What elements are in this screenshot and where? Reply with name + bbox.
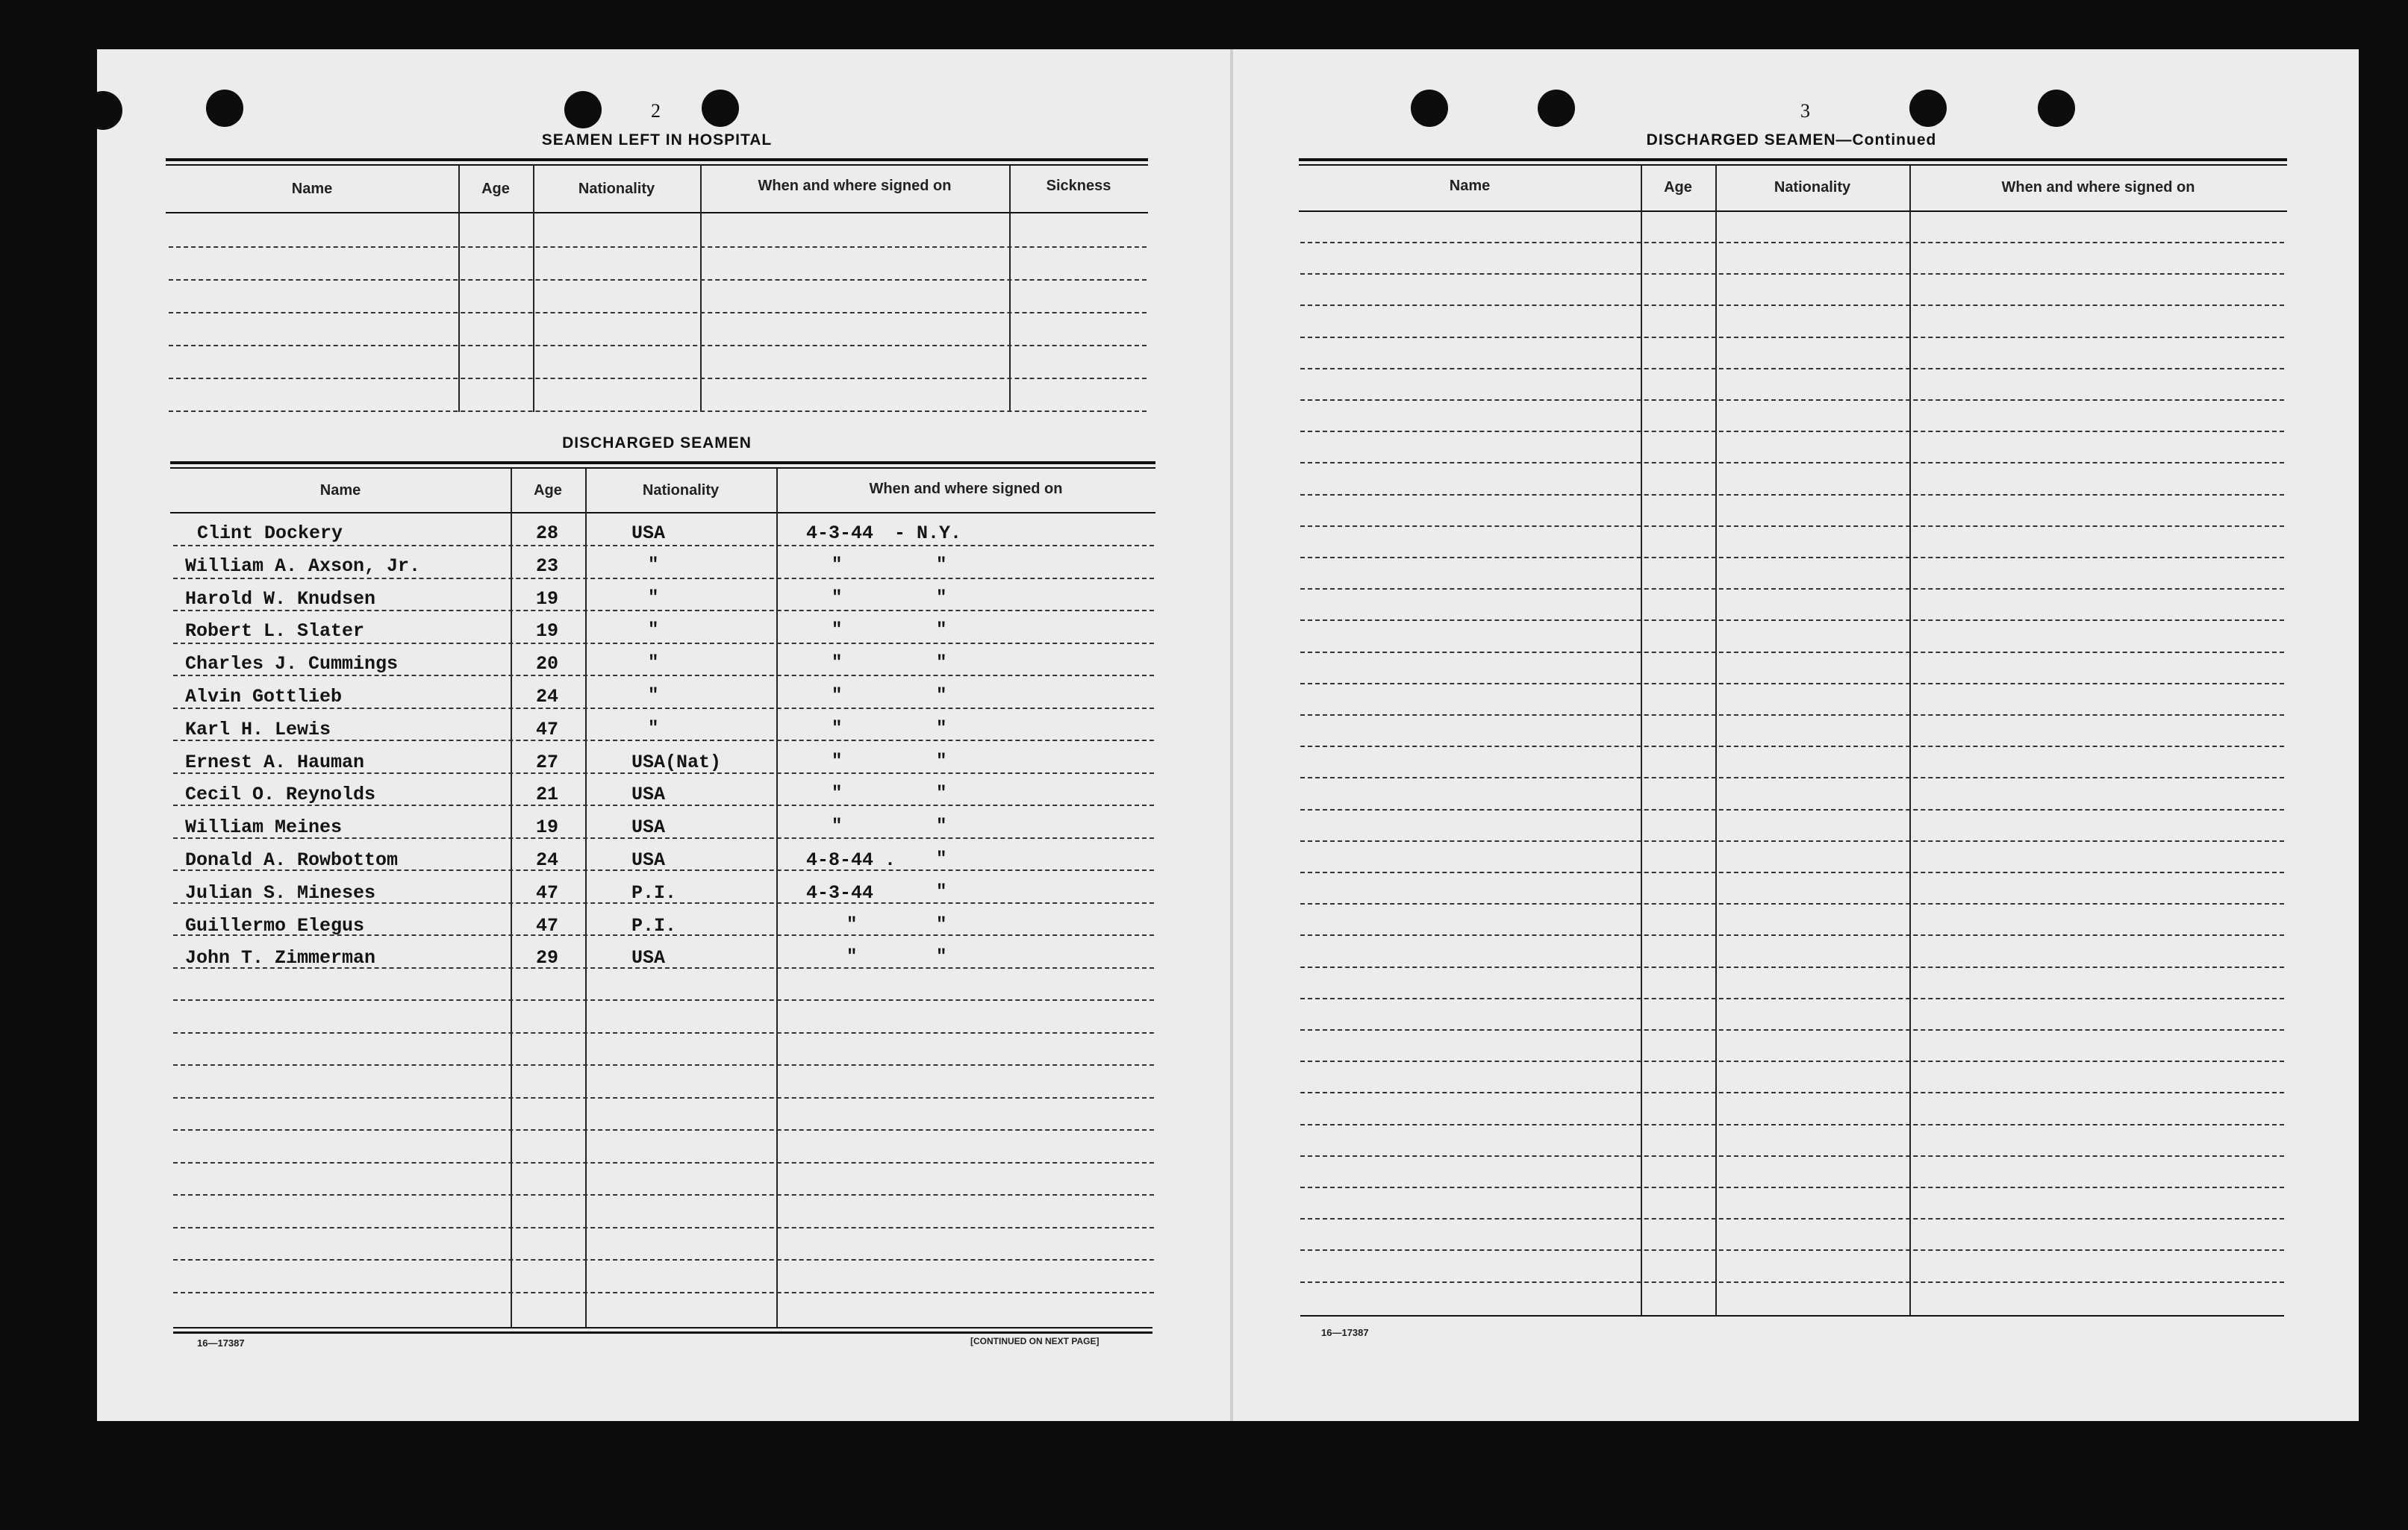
- table-row: [173, 999, 1154, 1001]
- signed-on-place: - N.Y.: [894, 522, 962, 544]
- binder-hole: [702, 90, 739, 127]
- column-divider: [1641, 166, 1642, 1317]
- table-row: [173, 1162, 1154, 1164]
- seaman-name: William A. Axson, Jr.: [185, 555, 421, 577]
- header-rule: [166, 212, 1148, 213]
- table-row: [1300, 1218, 2284, 1220]
- binder-hole: [1909, 90, 1947, 127]
- table-row: [173, 1129, 1154, 1131]
- seaman-nationality: ": [648, 686, 659, 706]
- table-row: [173, 1032, 1154, 1034]
- table-row: [1300, 368, 2284, 369]
- table-row: [1300, 494, 2284, 496]
- signed-on-place: ": [936, 915, 947, 935]
- table-row: [1300, 840, 2284, 842]
- table-row: [169, 345, 1147, 346]
- col-header-nationality: Nationality: [578, 181, 655, 197]
- column-divider: [511, 469, 512, 1327]
- table-row: [1300, 746, 2284, 747]
- table-row: [173, 643, 1154, 644]
- seaman-nationality: P.I.: [631, 882, 677, 904]
- seaman-nationality: USA: [631, 947, 666, 969]
- table-row: [173, 578, 1154, 579]
- seaman-name: Charles J. Cummings: [185, 653, 399, 675]
- seaman-age: 24: [536, 686, 559, 708]
- seaman-nationality: USA: [631, 849, 666, 871]
- table-row: [1300, 1092, 2284, 1093]
- header-rule: [1299, 210, 2287, 212]
- signed-on-date: ": [846, 947, 858, 967]
- seaman-nationality: USA: [631, 522, 666, 544]
- form-number: 16—17387: [1321, 1327, 1369, 1338]
- table-top-rule: [1299, 164, 2287, 166]
- seaman-nationality: ": [648, 653, 659, 673]
- seaman-nationality: ": [648, 620, 659, 640]
- seaman-name: Clint Dockery: [197, 522, 343, 544]
- table-row: [169, 410, 1147, 412]
- seaman-age: 21: [536, 784, 559, 805]
- column-divider: [1909, 166, 1911, 1317]
- signed-on-place: ": [936, 588, 947, 608]
- table-row: [1300, 652, 2284, 653]
- table-row: [1300, 462, 2284, 463]
- signed-on-date: ": [846, 915, 858, 935]
- col-header-name: Name: [291, 181, 333, 197]
- table-top-rule: [1299, 158, 2287, 161]
- seaman-age: 47: [536, 719, 559, 740]
- signed-on-date: ": [832, 620, 843, 640]
- table-row: [1300, 998, 2284, 999]
- seaman-name: William Meines: [185, 816, 343, 838]
- table-row: [1300, 619, 2284, 621]
- table-row: [173, 1259, 1154, 1261]
- table-row: [1300, 777, 2284, 778]
- signed-on-date: ": [832, 588, 843, 608]
- table-row: [1300, 903, 2284, 905]
- seaman-name: Julian S. Mineses: [185, 882, 376, 904]
- table-row: [1300, 588, 2284, 590]
- seaman-name: Donald A. Rowbottom: [185, 849, 399, 871]
- table-row: [173, 1292, 1154, 1293]
- col-header-sickness: Sickness: [1046, 178, 1111, 194]
- table-top-rule: [170, 461, 1155, 464]
- seaman-name: Guillermo Elegus: [185, 915, 365, 937]
- col-header-age: Age: [534, 482, 562, 499]
- signed-on-place: ": [936, 784, 947, 804]
- seaman-age: 24: [536, 849, 559, 871]
- table-row: [173, 1227, 1154, 1228]
- col-header-signed-on: When and where signed on: [869, 481, 1063, 497]
- col-header-age: Age: [481, 181, 510, 197]
- table-row: [1300, 1029, 2284, 1031]
- binder-hole: [2038, 90, 2075, 127]
- signed-on-date: ": [832, 686, 843, 706]
- signed-on-place: ": [936, 686, 947, 706]
- seaman-nationality: P.I.: [631, 915, 677, 937]
- signed-on-place: ": [936, 752, 947, 772]
- page-number: 2: [651, 100, 661, 122]
- table-row: [1300, 1124, 2284, 1125]
- right-page: [1233, 49, 2359, 1421]
- seaman-nationality: ": [648, 555, 659, 575]
- table-row: [1300, 242, 2284, 243]
- column-divider: [533, 166, 534, 412]
- page-number: 3: [1800, 100, 1810, 122]
- table-top-rule: [166, 158, 1148, 161]
- table-row: [1300, 1061, 2284, 1062]
- signed-on-date: ": [832, 719, 843, 739]
- binder-hole: [84, 91, 122, 130]
- column-divider: [458, 166, 460, 412]
- table-row: [173, 1097, 1154, 1099]
- binder-hole: [1538, 90, 1575, 127]
- table-row: [173, 708, 1154, 709]
- table-row: [1300, 872, 2284, 873]
- table-row: [169, 246, 1147, 248]
- discharged-continued-title: DISCHARGED SEAMEN—Continued: [1646, 131, 1937, 149]
- table-row: [1300, 934, 2284, 936]
- seaman-age: 23: [536, 555, 559, 577]
- table-row: [173, 610, 1154, 611]
- signed-on-place: ": [936, 620, 947, 640]
- table-row: [173, 1194, 1154, 1196]
- bottom-rule: [173, 1327, 1152, 1328]
- column-divider: [1009, 166, 1011, 412]
- table-row: [1300, 967, 2284, 968]
- table-row: [1300, 399, 2284, 401]
- table-row: [1300, 273, 2284, 275]
- table-row: [1300, 557, 2284, 558]
- seaman-name: Karl H. Lewis: [185, 719, 331, 740]
- column-divider: [585, 469, 587, 1327]
- signed-on-place: ": [936, 816, 947, 837]
- bottom-rule: [1300, 1315, 2284, 1317]
- table-row: [169, 312, 1147, 313]
- col-header-nationality: Nationality: [642, 482, 720, 499]
- signed-on-date: ": [832, 555, 843, 575]
- seaman-name: Harold W. Knudsen: [185, 588, 376, 610]
- table-row: [1300, 337, 2284, 338]
- binder-hole: [206, 90, 243, 127]
- signed-on-place: ": [936, 653, 947, 673]
- table-row: [1300, 1187, 2284, 1188]
- table-top-rule: [166, 164, 1148, 166]
- signed-on-place: ": [936, 947, 947, 967]
- table-row: [169, 378, 1147, 379]
- table-row: [1300, 1281, 2284, 1283]
- col-header-name: Name: [319, 482, 361, 499]
- column-divider: [776, 469, 778, 1327]
- seaman-age: 28: [536, 522, 559, 544]
- table-row: [173, 545, 1154, 546]
- continued-note: [CONTINUED ON NEXT PAGE]: [970, 1336, 1099, 1346]
- table-row: [1300, 1249, 2284, 1251]
- col-header-nationality: Nationality: [1774, 179, 1851, 196]
- column-divider: [700, 166, 702, 412]
- signed-on-date: ": [832, 653, 843, 673]
- table-row: [173, 1064, 1154, 1066]
- binder-hole: [564, 91, 602, 128]
- bottom-rule: [173, 1331, 1152, 1334]
- form-number: 16—17387: [197, 1337, 245, 1349]
- header-rule: [170, 512, 1155, 513]
- col-header-signed-on: When and where signed on: [2001, 179, 2195, 196]
- hospital-section-title: SEAMEN LEFT IN HOSPITAL: [541, 131, 773, 149]
- signed-on-date: 4-3-44: [806, 882, 874, 904]
- seaman-name: Cecil O. Reynolds: [185, 784, 376, 805]
- seaman-name: Ernest A. Hauman: [185, 752, 365, 773]
- table-row: [1300, 683, 2284, 684]
- seaman-age: 47: [536, 882, 559, 904]
- discharged-section-title: DISCHARGED SEAMEN: [562, 434, 752, 452]
- table-row: [1300, 1155, 2284, 1157]
- seaman-age: 47: [536, 915, 559, 937]
- signed-on-date: 4-8-44 .: [806, 849, 896, 871]
- seaman-name: John T. Zimmerman: [185, 947, 376, 969]
- table-row: [1300, 809, 2284, 811]
- col-header-signed-on: When and where signed on: [758, 178, 952, 194]
- seaman-name: Alvin Gottlieb: [185, 686, 343, 708]
- seaman-name: Robert L. Slater: [185, 620, 365, 642]
- col-header-age: Age: [1664, 179, 1692, 196]
- seaman-nationality: USA(Nat): [631, 752, 722, 773]
- column-divider: [1715, 166, 1717, 1317]
- table-row: [1300, 525, 2284, 527]
- signed-on-date: ": [832, 752, 843, 772]
- signed-on-date: 4-3-44: [806, 522, 874, 544]
- signed-on-place: ": [936, 849, 947, 869]
- table-top-rule: [170, 467, 1155, 469]
- signed-on-date: ": [832, 816, 843, 837]
- seaman-age: 19: [536, 816, 559, 838]
- seaman-nationality: USA: [631, 784, 666, 805]
- col-header-name: Name: [1449, 178, 1491, 194]
- signed-on-place: ": [936, 882, 947, 902]
- table-row: [169, 279, 1147, 281]
- seaman-nationality: USA: [631, 816, 666, 838]
- binder-hole: [1411, 90, 1448, 127]
- seaman-age: 19: [536, 588, 559, 610]
- seaman-age: 27: [536, 752, 559, 773]
- table-row: [1300, 431, 2284, 432]
- seaman-age: 19: [536, 620, 559, 642]
- table-row: [173, 675, 1154, 676]
- signed-on-place: ": [936, 555, 947, 575]
- signed-on-place: ": [936, 719, 947, 739]
- seaman-age: 20: [536, 653, 559, 675]
- seaman-nationality: ": [648, 588, 659, 608]
- seaman-age: 29: [536, 947, 559, 969]
- table-row: [1300, 305, 2284, 306]
- table-row: [1300, 714, 2284, 716]
- seaman-nationality: ": [648, 719, 659, 739]
- signed-on-date: ": [832, 784, 843, 804]
